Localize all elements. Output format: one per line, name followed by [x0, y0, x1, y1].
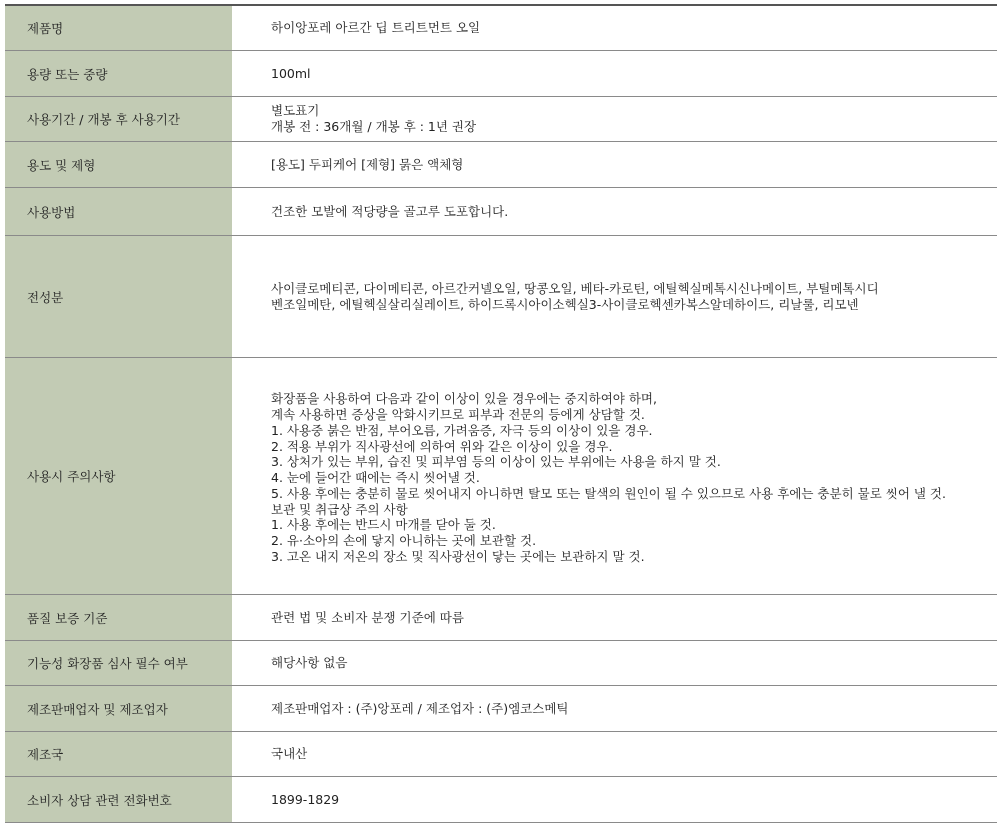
row-value [232, 236, 997, 357]
value-line: 관련 법 및 소비자 분쟁 기준에 따름 [271, 609, 464, 625]
row-label: 사용기간 / 개봉 후 사용기간 [5, 97, 232, 141]
row-value [232, 358, 997, 594]
row-label: 제조국 [5, 732, 232, 776]
row-label: 기능성 화장품 심사 필수 여부 [5, 641, 232, 685]
value-line: 1. 사용 후에는 반드시 마개를 닫아 둘 것. [271, 517, 496, 533]
row-functional-review [5, 641, 997, 686]
row-ingredients [5, 236, 997, 358]
value-line: 사이클로메티콘, 다이메티콘, 아르간커넬오일, 땅콩오일, 베타-카로틴, 에틸헥실메톡시신나메이트, 부틸메톡시디 [271, 280, 879, 296]
row-label: 제품명 [5, 6, 232, 50]
value-line: 1. 사용중 붉은 반점, 부어오름, 가려움증, 자극 등의 이상이 있을 경우. [271, 422, 653, 438]
product-info-table [5, 4, 997, 823]
row-value [232, 777, 997, 822]
value-line: 5. 사용 후에는 충분히 물로 씻어내지 아니하면 탈모 또는 탈색의 원인이 될 수 있으므로 사용 후에는 충분히 물로 씻어 낼 것. [271, 485, 946, 501]
row-product-name [5, 6, 997, 51]
row-manufacturer [5, 686, 997, 732]
value-line: 별도표기 [271, 103, 320, 118]
value-line: 건조한 모발에 적당량을 골고루 도포합니다. [271, 203, 509, 219]
row-value [232, 6, 997, 50]
row-value [232, 97, 997, 141]
row-value [232, 595, 997, 640]
value-line: 3. 고온 내지 저온의 장소 및 직사광선이 닿는 곳에는 보관하지 말 것. [271, 549, 645, 565]
row-label: 전성분 [5, 236, 232, 357]
row-label: 사용방법 [5, 188, 232, 235]
value-line: 3. 상처가 있는 부위, 습진 및 피부염 등의 이상이 있는 부위에는 사용을 하지 말 것. [271, 454, 721, 470]
value-line: 계속 사용하면 증상을 악화시키므로 피부과 전문의 등에게 상담할 것. [271, 406, 645, 422]
value-line: 벤조일메탄, 에틸헥실살리실레이트, 하이드록시아이소헥실3-사이클로헥센카복스알데하이드, 리날룰, 리모넨 [271, 296, 859, 312]
value-line: 국내산 [271, 746, 308, 761]
value-line: 제조판매업자 : (주)앙포레 / 제조업자 : (주)엠코스메틱 [271, 700, 569, 716]
value-line: 2. 적용 부위가 직사광선에 의하여 위와 같은 이상이 있을 경우. [271, 438, 613, 454]
value-line: 100ml [271, 65, 311, 81]
row-value [232, 188, 997, 235]
row-cautions [5, 358, 997, 595]
row-label: 품질 보증 기준 [5, 595, 232, 640]
row-value [232, 686, 997, 731]
row-quality-standard [5, 595, 997, 641]
row-value [232, 51, 997, 96]
row-volume [5, 51, 997, 97]
row-customer-phone [5, 777, 997, 823]
value-line: 보관 및 취급상 주의 사항 [271, 501, 408, 517]
value-line: 화장품을 사용하여 다음과 같이 이상이 있을 경우에는 중지하여야 하며, [271, 391, 657, 407]
value-line: 1899-1829 [271, 791, 340, 807]
value-line: 2. 유·소아의 손에 닿지 아니하는 곳에 보관할 것. [271, 533, 537, 549]
value-line: 하이앙포레 아르간 딥 트리트먼트 오일 [271, 20, 481, 35]
value-line: 해당사항 없음 [271, 655, 348, 670]
row-label: 사용시 주의사항 [5, 358, 232, 594]
row-country [5, 732, 997, 777]
value-line: [용도] 두피케어 [제형] 묽은 액체형 [271, 156, 464, 172]
value-line: 4. 눈에 들어간 때에는 즉시 씻어낼 것. [271, 470, 480, 486]
row-label: 용도 및 제형 [5, 142, 232, 187]
row-label: 소비자 상담 관련 전화번호 [5, 777, 232, 822]
row-value [232, 732, 997, 776]
row-shelf-life [5, 97, 997, 142]
row-purpose-form [5, 142, 997, 188]
row-value [232, 641, 997, 685]
value-line: 개봉 전 : 36개월 / 개봉 후 : 1년 권장 [271, 119, 477, 134]
row-usage [5, 188, 997, 236]
row-label: 용량 또는 중량 [5, 51, 232, 96]
row-label: 제조판매업자 및 제조업자 [5, 686, 232, 731]
row-value [232, 142, 997, 187]
